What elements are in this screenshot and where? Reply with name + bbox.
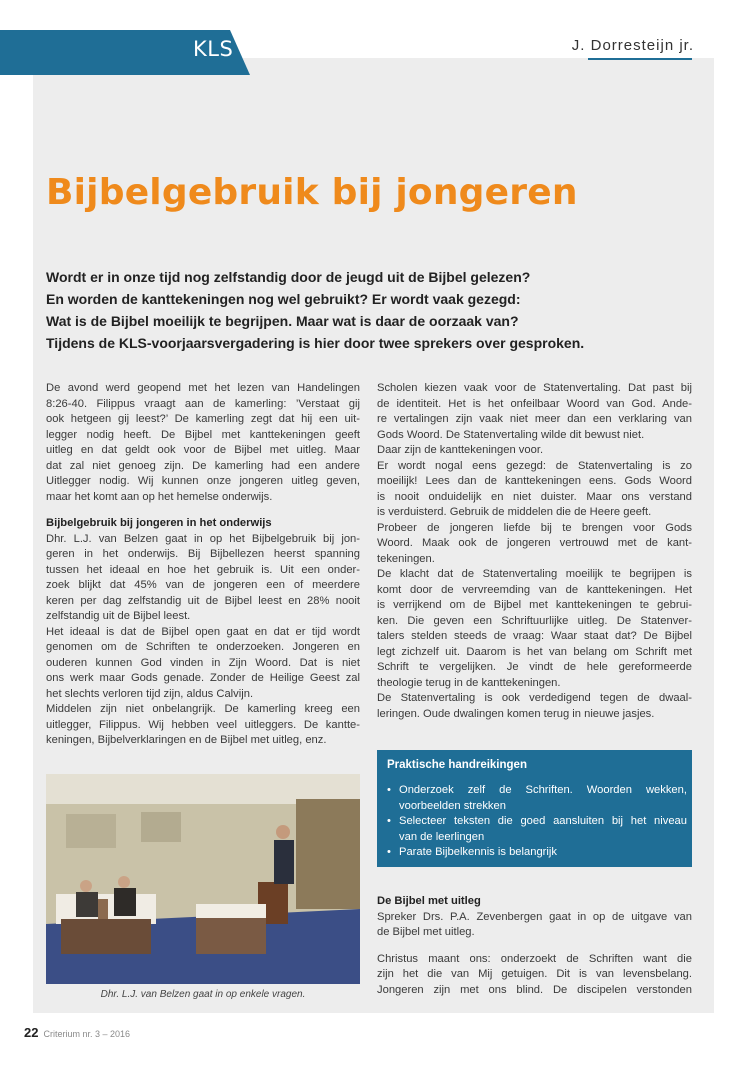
tips-item-line: Onderzoek zelf de Schriften. Woorden wekken, (399, 784, 687, 796)
text-line: Scholen kiezen vaak voor de Statenvertaling. Dat past bij (377, 382, 692, 394)
bullet-icon: • (387, 815, 391, 827)
text-line: is verrijkend om de Bijbel met kanttekeningen te gebrui- (377, 599, 692, 611)
christus-paragraph (377, 952, 692, 999)
page-number: 22 (24, 1025, 39, 1040)
author-underline (588, 58, 692, 60)
text-line: tussen het ideaal en hoe het gebruik is. Uit een onder- (46, 563, 360, 576)
text-line: zelfstandig uit de Bijbel leest. (46, 610, 191, 622)
text-line: Christus maant ons: onderzoekt de Schriften want die (377, 952, 692, 965)
text-line: legger nodig heeft. De Bijbel met kanttekeningen geeft (46, 428, 360, 441)
text-line: leringen. Oude dwalingen komen terug in nieuwe jasjes. (377, 707, 655, 720)
text-line: Spreker Drs. P.A. Zevenbergen gaat in op de uitgave van (377, 910, 692, 923)
left-column (46, 381, 360, 749)
text-line: komt door de vervreemding van de kanttekeningen. Het (377, 583, 692, 596)
text-line: de Bijbel met uitleg. (377, 926, 475, 938)
text-line: theologie terug in de kanttekeningen. (377, 676, 561, 689)
tips-item-line: Selecteer teksten die goed aansluiten bij het niveau (399, 815, 687, 827)
text-line: Probeer de jongeren liefde bij te brengen voor Gods (377, 521, 692, 534)
page-footer (24, 1025, 130, 1040)
text-line: geren in het onderwijs. Bij Bijbellezen heerst spanning (46, 548, 360, 560)
text-line: De klacht dat de Statenvertaling moeilijk te begrijpen is (377, 568, 692, 580)
tips-item-line: voorbeelden strekken (399, 799, 506, 812)
text-line: genomen om de Schriften te onderzoeken. Jongeren en (46, 641, 360, 653)
text-line: ons werk maar Gods genade. Zonder de Heilige Geest zal (46, 672, 360, 684)
text-line: Het ideaal is dat de Bijbel open gaat en dat er tijd wordt (46, 625, 360, 638)
section-label: KLS (193, 37, 234, 61)
text-line: tekeningen. (377, 552, 435, 565)
right-column-top (377, 381, 692, 722)
tips-item-line: van de leerlingen (399, 830, 485, 843)
tips-item-line: Parate Bijbelkennis is belangrijk (399, 846, 557, 858)
text-line: ouderen kunnen God vinden in Zijn Woord. Dat is niet (46, 656, 360, 669)
text-line: uitlegger, Filippus. Wij hebben veel uitleggers. De kantte- (46, 718, 360, 731)
publication-info: Criterium nr. 3 – 2016 (43, 1029, 131, 1039)
text-line: Schrift te vergelijken. Je vindt de hele gereformeerde (377, 661, 692, 673)
lead-line: En worden de kanttekeningen nog wel gebruikt? Er wordt vaak gezegd: (46, 291, 521, 307)
text-line: ook hetgeen gij leest?’ De kamerling zegt dat hij een uit- (46, 413, 360, 425)
lead-line: Wat is de Bijbel moeilijk te begrijpen. Maar wat is daar de oorzaak van? (46, 313, 519, 329)
event-photo (46, 774, 360, 984)
text-line: Er wordt nogal eens gezegd: de Statenvertaling is zo (377, 459, 692, 472)
tips-list-item (387, 783, 687, 814)
text-line: 8:26-40. Filippus vraagt aan de kamerling: ’Verstaat gij (46, 397, 360, 410)
text-line: keren per dag zelfstandig uit de Bijbel leest en 28% nooit (46, 594, 360, 607)
meeting-room-photo (46, 774, 360, 984)
right-column-bottom (377, 894, 692, 998)
text-line: talers stelden steeds de vraag: Waar staat dat? De Bijbel (377, 630, 692, 642)
photo-caption: Dhr. L.J. van Belzen gaat in op enkele vragen. (100, 989, 306, 1000)
text-line: is verduisterd. Gebruik de middelen die de Heere geeft. (377, 506, 652, 518)
text-line: ken. Die geven een Schriftuurlijke uitleg. De Statenver- (377, 614, 692, 627)
tips-list (387, 783, 687, 861)
text-line: Dhr. L.J. van Belzen gaat in op het Bijbelgebruik bij jon- (46, 532, 360, 545)
lead-line: Tijdens de KLS-voorjaarsvergadering is hier door twee sprekers over gesproken. (46, 335, 585, 351)
uitleg-paragraph (377, 910, 692, 941)
bullet-icon: • (387, 784, 391, 796)
practical-tips-box (377, 750, 692, 867)
text-line: Daar zijn de kanttekeningen voor. (377, 444, 544, 456)
text-line: Jongeren zijn met ons blind. De discipelen verstonden (377, 983, 692, 996)
onderwijs-paragraph (46, 532, 360, 749)
text-line: zoek blijkt dat 45% van de jongeren een of meerdere (46, 579, 360, 591)
text-line: Gods Woord. De Statenvertaling wilde dit bewust niet. (377, 428, 645, 441)
subheading-bijbel-met-uitleg: De Bijbel met uitleg (377, 895, 481, 907)
text-line: de identiteit. Het is het onfeilbaar Woord van God. Ande- (377, 397, 692, 410)
intro-paragraph (46, 381, 360, 505)
text-line: De avond werd geopend met het lezen van Handelingen (46, 382, 360, 394)
text-line: legt zichzelf uit. Daarom is het van belang om Schrift met (377, 645, 692, 658)
text-line: maar het komt aan op het hemelse onderwijs. (46, 490, 273, 503)
text-line: Uitlegger nodig. Wij kunnen onze jongeren uitleg geven, (46, 475, 360, 487)
author-name: J. Dorresteijn jr. (571, 37, 694, 54)
article-title: Bijbelgebruik bij jongeren (46, 172, 578, 213)
text-line: zijn het die van Mij getuigen. Dit is van levensbelang. (377, 968, 692, 980)
tips-list-item (387, 814, 687, 845)
text-line: het slechts verloren tijd zijn, aldus Calvijn. (46, 687, 254, 700)
subheading-onderwijs: Bijbelgebruik bij jongeren in het onderwijs (46, 517, 272, 529)
bullet-icon: • (387, 846, 391, 858)
text-line: dat zal niet genoeg zijn. De kamerling had een andere (46, 459, 360, 472)
text-line: Woord. Maak ook de jongeren vertrouwd met de kant- (377, 537, 692, 549)
text-line: De Statenvertaling is ook verdedigend tegen de dwaal- (377, 692, 692, 704)
text-line: uitleg en dat geldt ook voor de Bijbel met uitleg. Maar (46, 444, 360, 456)
text-line: moeilijk! Lees dan de kanttekeningen eens. Gods Woord (377, 475, 692, 487)
tips-box-title: Praktische handreikingen (387, 759, 527, 771)
tips-list-item (387, 845, 687, 861)
lead-paragraph (46, 266, 696, 354)
text-line: is nooit onduidelijk en niet duister. Maar ons verstand (377, 490, 692, 503)
text-line: Middelen zijn niet onbelangrijk. De kamerling kreeg een (46, 703, 360, 715)
lead-line: Wordt er in onze tijd nog zelfstandig door de jeugd uit de Bijbel gelezen? (46, 269, 531, 285)
text-line: re vertalingen zijn vaak niet meer dan een verklaring van (377, 413, 692, 425)
text-line: keningen, Bijbelverklaringen en de Bijbel met uitleg, enz. (46, 734, 327, 746)
